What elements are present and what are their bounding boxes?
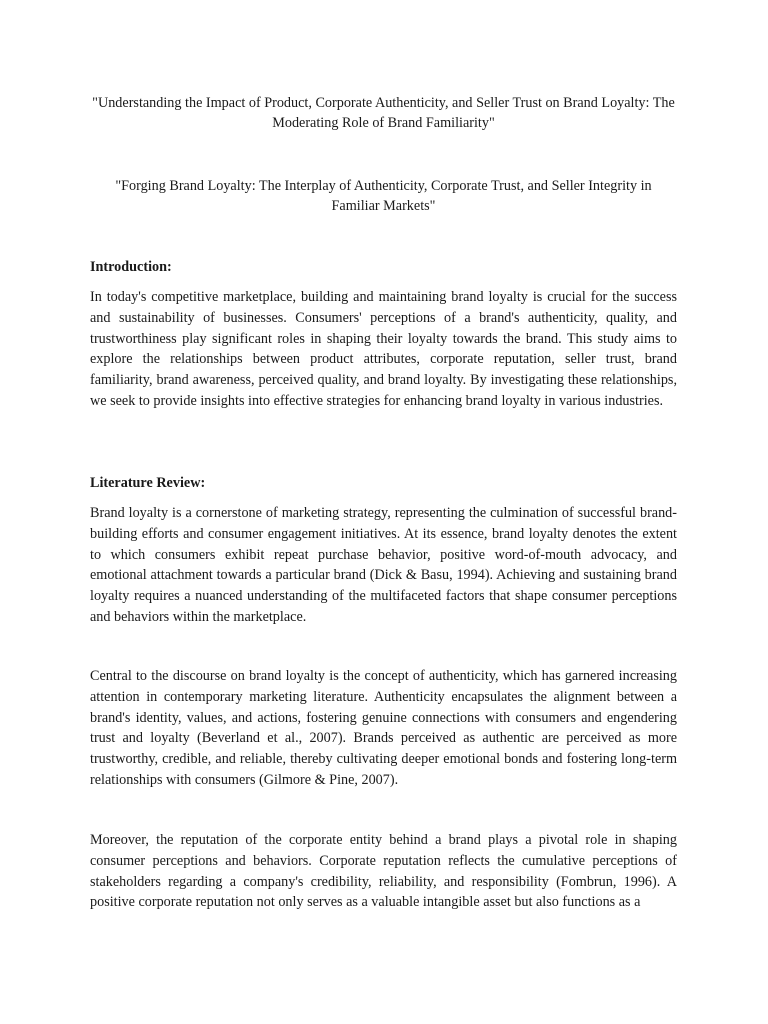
introduction-paragraph: In today's competitive marketplace, building and maintaining brand loyalty is crucial for the success and sustainability of businesses. Consumers' perceptions of a brand's authenticity, quality, and trustworthiness play significant roles in shaping their loyalty towards the brand. This study aims to explore the relationships between product attributes, corporate reputation, seller trust, brand familiarity, brand awareness, perceived quality, and brand loyalty. By investigating these relationships, we seek to provide insights into effective strategies for enhancing brand loyalty in various industries. xyxy=(90,289,677,409)
literature-review-heading: Literature Review: xyxy=(90,475,206,491)
literature-paragraph-2: Central to the discourse on brand loyalty is the concept of authenticity, which has garnered increasing attention in contemporary marketing literature. Authenticity encapsulates the alignment between a brand's identity, values, and actions, fostering genuine connections with consumers and engendering trust and loyalty (Beverland et al., 2007). Brands perceived as authentic are perceived as more trustworthy, credible, and reliable, thereby cultivating deeper emotional bonds and fostering long-term relationships with consumers (Gilmore & Pine, 2007). xyxy=(90,668,677,788)
literature-paragraph-3: Moreover, the reputation of the corporate entity behind a brand plays a pivotal role in shaping consumer perceptions and behaviors. Corporate reputation reflects the cumulative perceptions of stakeholders regarding a company's credibility, reliability, and responsibility (Fombrun, 1996). A positive corporate reputation not only serves as a valuable intangible asset but also functions as a xyxy=(90,832,677,911)
document-title: "Understanding the Impact of Product, Corporate Authenticity, and Seller Trust on Brand Loyalty: The Moderating Role of Brand Familiarity" xyxy=(92,95,675,131)
introduction-heading: Introduction: xyxy=(90,259,172,275)
literature-paragraph-1: Brand loyalty is a cornerstone of marketing strategy, representing the culmination of successful brand-building efforts and consumer engagement initiatives. At its essence, brand loyalty denotes the extent to which consumers exhibit repeat purchase behavior, positive word-of-mouth advocacy, and emotional attachment towards a particular brand (Dick & Basu, 1994). Achieving and sustaining brand loyalty requires a nuanced understanding of the multifaceted factors that shape consumer perceptions and behaviors within the marketplace. xyxy=(90,505,677,625)
alternate-title: "Forging Brand Loyalty: The Interplay of Authenticity, Corporate Trust, and Seller Integrity in Familiar Markets" xyxy=(115,178,652,214)
document-page xyxy=(90,0,677,1024)
